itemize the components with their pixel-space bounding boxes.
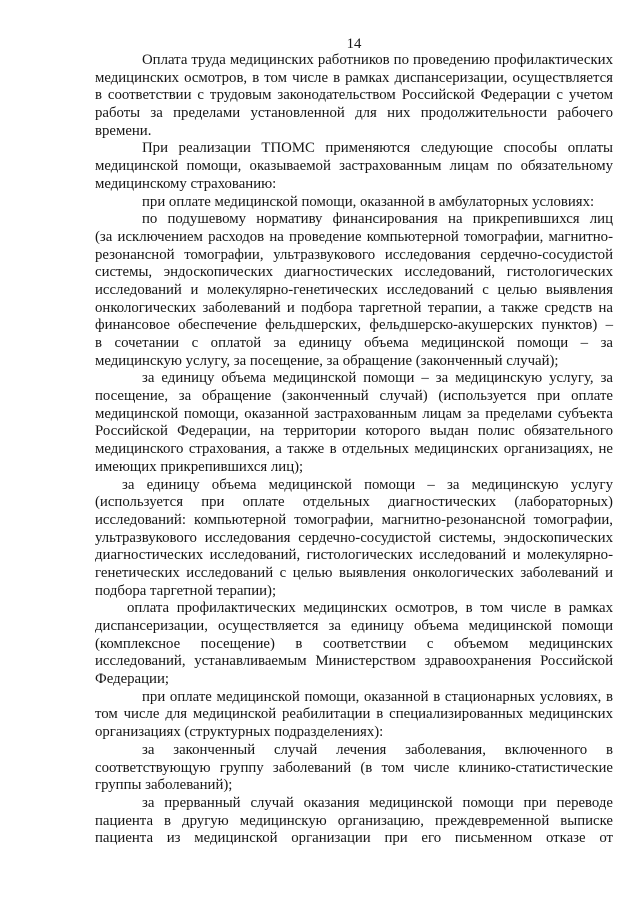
text-line: исследований, устанавливаемым Министерством здравоохранения Российской bbox=[95, 653, 613, 670]
text-line: медицинской помощи, оказываемой застрахованным лицам по обязательному bbox=[95, 158, 613, 175]
paragraph-completed-case-payment bbox=[95, 742, 613, 795]
text-line: при оплате медицинской помощи, оказанной в стационарных условиях, в bbox=[142, 688, 613, 705]
text-line: При реализации ТПОМС применяются следующие способы оплаты bbox=[142, 140, 613, 157]
text-line: финансовое обеспечение фельдшерских, фельдшерско-акушерских пунктов) – bbox=[95, 317, 613, 334]
text-line: работы за пределами установленной для них продолжительности рабочего bbox=[95, 105, 613, 122]
text-line: системы, эндоскопических диагностических исследований, гистологических bbox=[95, 264, 613, 281]
paragraph-outpatient-heading bbox=[95, 194, 613, 212]
text-line: резонансной томографии, ультразвукового исследования сердечно-сосудистой bbox=[95, 246, 613, 263]
text-line: организациях (структурных подразделениях): bbox=[95, 724, 384, 741]
text-line: (комплексное посещение) в соответствии с объемом медицинских bbox=[95, 635, 613, 652]
text-line: Федерации; bbox=[95, 671, 169, 688]
text-line: медицинских осмотров, в том числе в рамках диспансеризации, осуществляется bbox=[95, 69, 613, 86]
paragraph-staff-remuneration bbox=[95, 52, 613, 140]
text-line: исследований: компьютерной томографии, магнитно-резонансной томографии, bbox=[95, 511, 613, 528]
text-line: медицинского страхования, а также в отдельных медицинских организациях, не bbox=[95, 441, 613, 458]
text-line: за единицу объема медицинской помощи – за медицинскую услугу, за bbox=[142, 370, 613, 387]
text-line: (за исключением расходов на проведение компьютерной томографии, магнитно- bbox=[95, 228, 613, 245]
text-line: в соответствии с трудовым законодательством Российской Федерации с учетом bbox=[95, 87, 613, 104]
paragraph-per-capita-payment bbox=[95, 211, 613, 370]
text-line: генетических исследований с целью выявления онкологических заболеваний и bbox=[95, 564, 613, 581]
text-line: Оплата труда медицинских работников по проведению профилактических bbox=[142, 52, 613, 68]
text-line: оплата профилактических медицинских осмотров, в том числе в рамках bbox=[127, 600, 613, 617]
text-line: пациента из медицинской организации при его письменном отказе от bbox=[95, 830, 613, 847]
text-line: при оплате медицинской помощи, оказанной в амбулаторных условиях: bbox=[142, 193, 595, 210]
text-line: диспансеризации, осуществляется за единицу объема медицинской помощи bbox=[95, 618, 613, 634]
text-line: пациента в другую медицинскую организацию, преждевременной выписке bbox=[95, 812, 613, 829]
paragraph-preventive-exams-payment bbox=[95, 600, 613, 688]
text-line: имеющих прикрепившихся лиц); bbox=[95, 458, 304, 475]
text-line: группы заболеваний); bbox=[95, 777, 233, 794]
text-line: (используется при оплате отдельных диагностических (лабораторных) bbox=[95, 494, 613, 511]
paragraph-payment-methods-intro bbox=[95, 140, 613, 193]
paragraph-diagnostic-service-payment bbox=[95, 477, 613, 601]
text-line: ультразвукового исследования сердечно-сосудистой системы, эндоскопических bbox=[95, 529, 613, 546]
text-line: медицинскому страхованию: bbox=[95, 175, 277, 192]
document-body bbox=[95, 52, 613, 848]
text-line: в сочетании с оплатой за единицу объема медицинской помощи – за bbox=[95, 335, 613, 351]
text-line: времени. bbox=[95, 122, 152, 139]
text-line: диагностических исследований, гистологических исследований и молекулярно- bbox=[95, 547, 613, 564]
paragraph-interrupted-case-payment bbox=[95, 795, 613, 848]
text-line: подбора таргетной терапии); bbox=[95, 582, 277, 599]
text-line: посещение, за обращение (законченный случай) (используется при оплате bbox=[95, 388, 613, 405]
text-line: по подушевому нормативу финансирования на прикрепившихся лиц bbox=[142, 211, 613, 228]
text-line: медицинской помощи, оказанной застрахованным лицам за пределами субъекта bbox=[95, 405, 613, 422]
page-number: 14 bbox=[346, 36, 362, 52]
text-line: медицинскую услугу, за посещение, за обращение (законченный случай); bbox=[95, 352, 559, 369]
text-line: за законченный случай лечения заболевания, включенного в bbox=[142, 741, 613, 758]
paragraph-inpatient-heading bbox=[95, 689, 613, 742]
text-line: соответствующую группу заболеваний (в том числе клинико-статистические bbox=[95, 759, 613, 776]
text-line: том числе для медицинской реабилитации в специализированных медицинских bbox=[95, 706, 613, 723]
text-line: за единицу объема медицинской помощи – за медицинскую услугу bbox=[122, 476, 613, 493]
paragraph-unit-of-care-payment bbox=[95, 370, 613, 476]
text-line: Российской Федерации, на территории которого выдан полис обязательного bbox=[95, 423, 613, 440]
text-line: за прерванный случай оказания медицинской помощи при переводе bbox=[142, 794, 613, 811]
text-line: онкологических заболеваний и подбора таргетной терапии, а также средств на bbox=[95, 299, 613, 316]
text-line: исследований и молекулярно-генетических исследований с целью выявления bbox=[95, 281, 613, 298]
